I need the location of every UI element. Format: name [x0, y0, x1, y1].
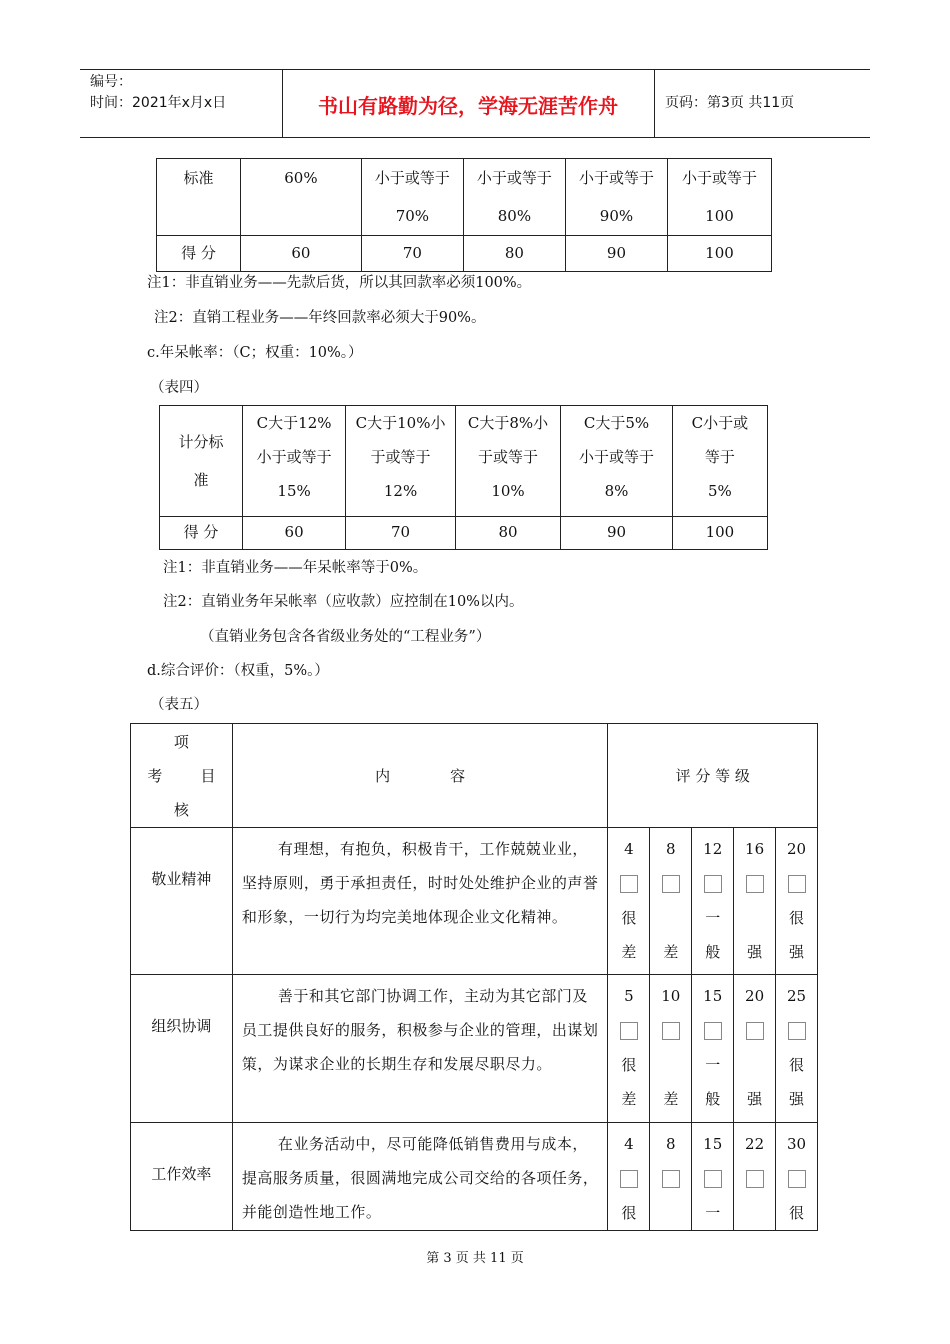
note: 注1：非直销业务——先款后货，所以其回款率必须100%。 — [147, 275, 532, 291]
number-label: 编号： — [90, 74, 132, 90]
grade-cell — [776, 975, 818, 1123]
grade-score: 4 — [624, 1135, 634, 1153]
grade-score: 8 — [666, 1135, 676, 1153]
cell: 60% — [241, 159, 362, 236]
evaluation-content: 有理想，有抱负，积极肯干，工作兢兢业业，坚持原则，勇于承担责任，时时处处维护企业的声誉和形象，一切行为均完美地体现企业文化精神。 — [232, 828, 608, 975]
cell: 90 — [565, 236, 667, 272]
cell: 小于或等于 90% — [565, 159, 667, 236]
grade-label: 差 — [663, 943, 679, 961]
grade-label: 强 — [789, 1090, 805, 1108]
grade-score: 25 — [786, 987, 807, 1005]
evaluation-item: 敬业精神 — [131, 828, 233, 975]
grade-label — [650, 1048, 691, 1082]
grade-label: 很 — [789, 1204, 805, 1222]
evaluation-row — [131, 975, 818, 1123]
grade-score: 10 — [661, 987, 681, 1005]
note: 注1：非直销业务——年呆帐率等于0%。 — [163, 560, 428, 576]
grade-checkbox[interactable] — [662, 1022, 680, 1040]
header-page-label: 页码：第3页 共11页 — [665, 95, 795, 111]
note: 注2：直销业务年呆帐率（应收款）应控制在10%以内。 — [163, 594, 524, 610]
grade-checkbox[interactable] — [746, 1022, 764, 1040]
cell: 70 — [346, 517, 456, 550]
grade-cell — [608, 1123, 650, 1231]
grade-cell — [692, 975, 734, 1123]
header-content: 内 容 — [232, 724, 608, 828]
grade-label — [734, 1048, 775, 1082]
grade-label: 般 — [705, 943, 721, 961]
grade-checkbox[interactable] — [620, 1022, 638, 1040]
grade-label: 差 — [663, 1090, 679, 1108]
grade-checkbox[interactable] — [662, 875, 680, 893]
grade-label — [734, 1196, 775, 1230]
grade-label: 一 — [705, 1056, 721, 1074]
grade-checkbox[interactable] — [788, 1022, 806, 1040]
header-divider — [654, 70, 655, 137]
grade-label: 很 — [621, 909, 637, 927]
grade-label: 很 — [621, 1204, 637, 1222]
row-label: 得 分 — [160, 517, 243, 550]
score-table-collection — [156, 158, 772, 272]
grade-label: 很 — [789, 909, 805, 927]
grade-checkbox[interactable] — [704, 1170, 722, 1188]
grade-score: 15 — [703, 1135, 723, 1153]
grade-checkbox[interactable] — [704, 875, 722, 893]
grade-score: 30 — [786, 1135, 807, 1153]
cell: 70 — [361, 236, 463, 272]
grade-label: 差 — [621, 1090, 637, 1108]
grade-label: 强 — [789, 943, 805, 961]
grade-checkbox[interactable] — [788, 875, 806, 893]
section-title: c.年呆帐率：（C；权重：10%。） — [147, 345, 363, 361]
grade-cell — [776, 828, 818, 975]
grade-score: 22 — [745, 1135, 765, 1153]
section-title: d.综合评价：（权重，5%。） — [147, 663, 329, 679]
grade-checkbox[interactable] — [662, 1170, 680, 1188]
grade-label: 一 — [705, 909, 721, 927]
header-motto: 书山有路勤为径，学海无涯苦作舟 — [318, 94, 618, 118]
grade-checkbox[interactable] — [620, 1170, 638, 1188]
grade-cell — [734, 828, 776, 975]
grade-cell — [608, 828, 650, 975]
cell: C大于10%小 于或等于 12% — [346, 406, 456, 517]
cell: 小于或等于 100 — [667, 159, 771, 236]
cell: 小于或等于 70% — [361, 159, 463, 236]
grade-label: 般 — [705, 1090, 721, 1108]
grade-cell — [692, 1123, 734, 1231]
grade-cell — [776, 1123, 818, 1231]
grade-label: 强 — [747, 943, 763, 961]
grade-cell — [734, 975, 776, 1123]
grade-checkbox[interactable] — [620, 875, 638, 893]
grade-score: 16 — [745, 840, 765, 858]
cell: 小于或等于 80% — [463, 159, 565, 236]
grade-label: 很 — [789, 1056, 805, 1074]
cell: C大于12% 小于或等于 15% — [242, 406, 345, 517]
table-caption: （表四） — [150, 380, 208, 396]
evaluation-row — [131, 828, 818, 975]
grade-score: 12 — [703, 840, 723, 858]
grade-label: 差 — [621, 943, 637, 961]
cell: C大于5% 小于或等于 8% — [561, 406, 673, 517]
table-caption: （表五） — [150, 697, 208, 713]
grade-label — [650, 1196, 691, 1230]
grade-score: 20 — [745, 987, 765, 1005]
grade-checkbox[interactable] — [704, 1022, 722, 1040]
grade-checkbox[interactable] — [746, 875, 764, 893]
grade-score: 8 — [666, 840, 676, 858]
row-label: 计分标 准 — [160, 406, 243, 517]
grade-label: 强 — [747, 1090, 763, 1108]
grade-score: 20 — [786, 840, 807, 858]
evaluation-item: 组织协调 — [131, 975, 233, 1123]
grade-checkbox[interactable] — [788, 1170, 806, 1188]
cell: 100 — [667, 236, 771, 272]
cell: 60 — [241, 236, 362, 272]
cell: 80 — [463, 236, 565, 272]
grade-cell — [650, 975, 692, 1123]
grade-label — [650, 901, 691, 935]
grade-cell — [650, 828, 692, 975]
grade-label: 很 — [621, 1056, 637, 1074]
evaluation-row — [131, 1123, 818, 1231]
cell: C大于8%小 于或等于 10% — [455, 406, 560, 517]
header-grade: 评 分 等 级 — [608, 724, 818, 828]
grade-score: 5 — [624, 987, 634, 1005]
grade-cell — [692, 828, 734, 975]
cell: 90 — [561, 517, 673, 550]
cell: 80 — [455, 517, 560, 550]
grade-cell — [608, 975, 650, 1123]
header-item: 项 考 目 核 — [131, 724, 233, 828]
page-footer: 第 3 页 共 11 页 — [426, 1251, 524, 1266]
evaluation-content: 善于和其它部门协调工作，主动为其它部门及员工提供良好的服务，积极参与企业的管理，出谋划策，为谋求企业的长期生存和发展尽职尽力。 — [232, 975, 608, 1123]
row-label: 得 分 — [157, 236, 241, 272]
note: 注2：直销工程业务——年终回款率必须大于90%。 — [154, 310, 486, 326]
grade-cell — [734, 1123, 776, 1231]
cell: C小于或 等于 5% — [672, 406, 767, 517]
grade-score: 15 — [703, 987, 723, 1005]
header-meta — [90, 72, 226, 114]
grade-label — [734, 901, 775, 935]
evaluation-table — [130, 723, 818, 1231]
grade-score: 4 — [624, 840, 634, 858]
row-label: 标准 — [157, 159, 241, 236]
note: （直销业务包含各省级业务处的“工程业务”） — [200, 629, 491, 645]
page-header — [80, 69, 870, 138]
grade-label: 一 — [705, 1204, 721, 1222]
cell: 60 — [242, 517, 345, 550]
bad-debt-table — [159, 405, 768, 550]
grade-cell — [650, 1123, 692, 1231]
cell: 100 — [672, 517, 767, 550]
evaluation-content: 在业务活动中，尽可能降低销售费用与成本，提高服务质量，很圆满地完成公司交给的各项任务，并能创造性地工作。 — [232, 1123, 608, 1231]
grade-checkbox[interactable] — [746, 1170, 764, 1188]
evaluation-item: 工作效率 — [131, 1123, 233, 1231]
time-label: 时间：2021年x月x日 — [90, 95, 227, 111]
